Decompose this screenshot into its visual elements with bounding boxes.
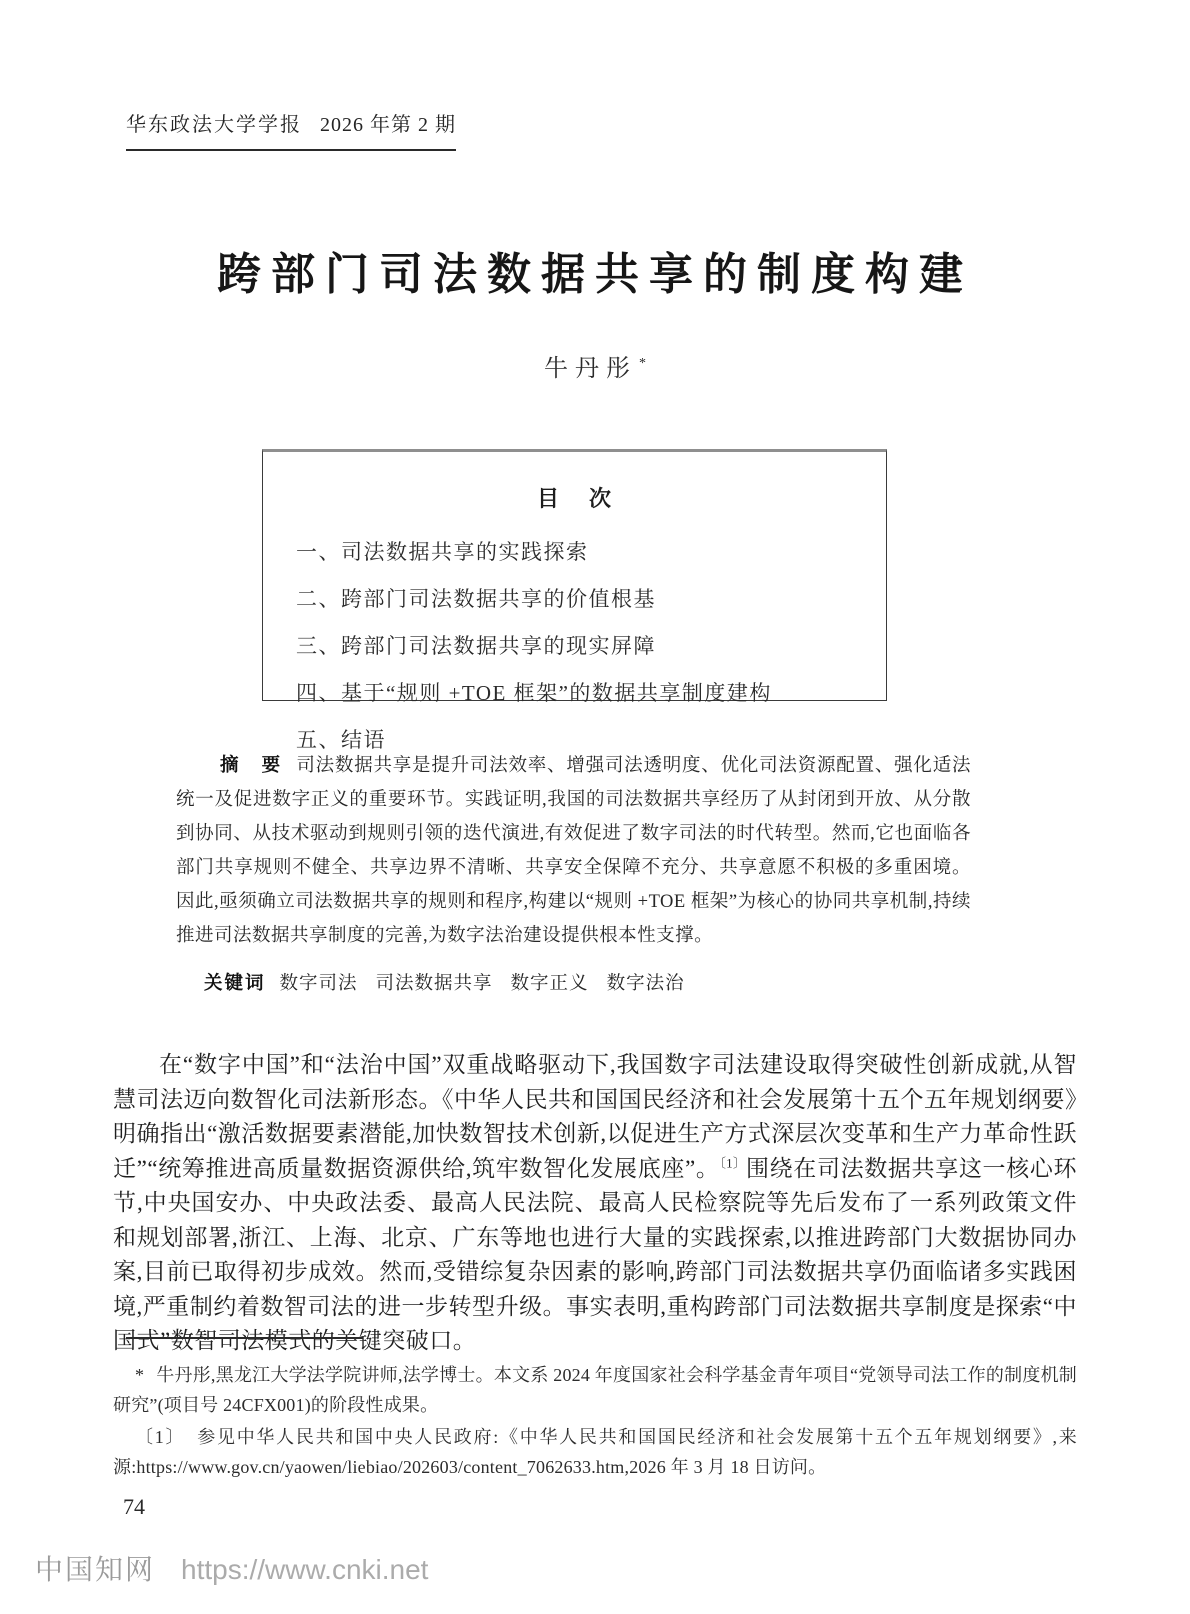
body-text-after-ref: 围绕在司法数据共享这一核心环节,中央国安办、中央政法委、最高人民法院、最高人民检察院等先后发布了一系列政策文件和规划部署,浙江、上海、北京、广东等地也进行大量的实践探索,以推进跨部门大数据协同办案,目前已取得初步成效。然而,受错综复杂因素的影响,跨部门司法数据共享仍面临诸多实践困境,严重制约着数智司法的进一步转型升级。事实表明,重构跨部门司法数据共享制度是探索“中国式”数智司法模式的关键突破口。	[113, 1155, 1077, 1353]
author-footnote-marker: *	[639, 356, 646, 371]
keyword-1: 数字司法	[279, 974, 358, 994]
abstract-paragraph	[176, 748, 971, 953]
abstract-label: 摘 要	[220, 754, 283, 775]
toc-list	[296, 529, 886, 764]
toc-heading: 目 次	[536, 486, 615, 511]
article-title: 跨部门司法数据共享的制度构建	[217, 250, 973, 299]
body-text-before-ref: 在“数字中国”和“法治中国”双重战略驱动下,我国数字司法建设取得突破性创新成就,从智慧司法迈向数智化司法新形态。《中华人民共和国国民经济和社会发展第十五个五年规划纲要》明确指出“激活数据要素潜能,加快数智技术创新,以促进生产方式深层次变革和生产力革命性跃迁”“统筹推进高质量数据资源供给,筑牢数智化发展底座”。	[113, 1052, 1077, 1181]
footnote-1	[113, 1422, 1077, 1482]
toc-item-5: 五、结语	[296, 728, 386, 752]
toc-box	[262, 449, 887, 752]
journal-header	[126, 108, 456, 151]
journal-issue: 2026 年第 2 期	[320, 114, 456, 136]
cnki-watermark	[35, 1548, 428, 1588]
keyword-2: 司法数据共享	[375, 974, 493, 994]
keyword-4: 数字法治	[606, 974, 685, 994]
author-name: 牛丹彤	[544, 356, 637, 382]
toc-item-4: 四、基于“规则 +TOE 框架”的数据共享制度建构	[296, 681, 772, 705]
footnote-1-marker: 〔1〕	[135, 1427, 186, 1447]
author-line	[0, 348, 1190, 383]
cnki-site-name: 中国知网	[35, 1554, 156, 1585]
article-body	[113, 1048, 1077, 1359]
journal-name: 华东政法大学学报	[126, 114, 302, 136]
footnote-1-text: 参见中华人民共和国中央人民政府:《中华人民共和国国民经济和社会发展第十五个五年规划纲要》,来源:https://www.gov.cn/yaowen/liebiao/202603/content_7062633.htm,2026 年 3 月 18 日访问。	[113, 1427, 1077, 1477]
footnote-author-text: 牛丹彤,黑龙江大学法学院讲师,法学博士。本文系 2024 年度国家社会科学基金青年项目“党领导司法工作的制度机制研究”(项目号 24CFX001)的阶段性成果。	[113, 1365, 1077, 1415]
abstract-section	[176, 748, 971, 995]
cnki-url: https://www.cnki.net	[181, 1554, 429, 1585]
footnote-author-marker: *	[135, 1365, 145, 1385]
keywords-line	[176, 969, 971, 995]
footnote-divider	[126, 1337, 363, 1339]
toc-item-2: 二、跨部门司法数据共享的价值根基	[296, 587, 656, 611]
keyword-3: 数字正义	[510, 974, 589, 994]
abstract-text: 司法数据共享是提升司法效率、增强司法透明度、优化司法资源配置、强化适法统一及促进数字正义的重要环节。实践证明,我国的司法数据共享经历了从封闭到开放、从分散到协同、从技术驱动到规则引领的迭代演进,有效促进了数字司法的时代转型。然而,它也面临各部门共享规则不健全、共享边界不清晰、共享安全保障不充分、共享意愿不积极的多重困境。因此,亟须确立司法数据共享的规则和程序,构建以“规则 +TOE 框架”为核心的协同共享机制,持续推进司法数据共享制度的完善,为数字法治建设提供根本性支撑。	[176, 756, 971, 946]
footnote-author-note	[113, 1360, 1077, 1420]
footnote-ref-1: 〔1〕	[719, 1154, 746, 1170]
page-number: 74	[123, 1494, 145, 1519]
body-paragraph	[113, 1048, 1077, 1359]
footnotes-section	[113, 1360, 1077, 1484]
toc-item-1: 一、司法数据共享的实践探索	[296, 540, 589, 564]
keywords-label: 关键词	[204, 972, 266, 993]
toc-item-3: 三、跨部门司法数据共享的现实屏障	[296, 634, 656, 658]
